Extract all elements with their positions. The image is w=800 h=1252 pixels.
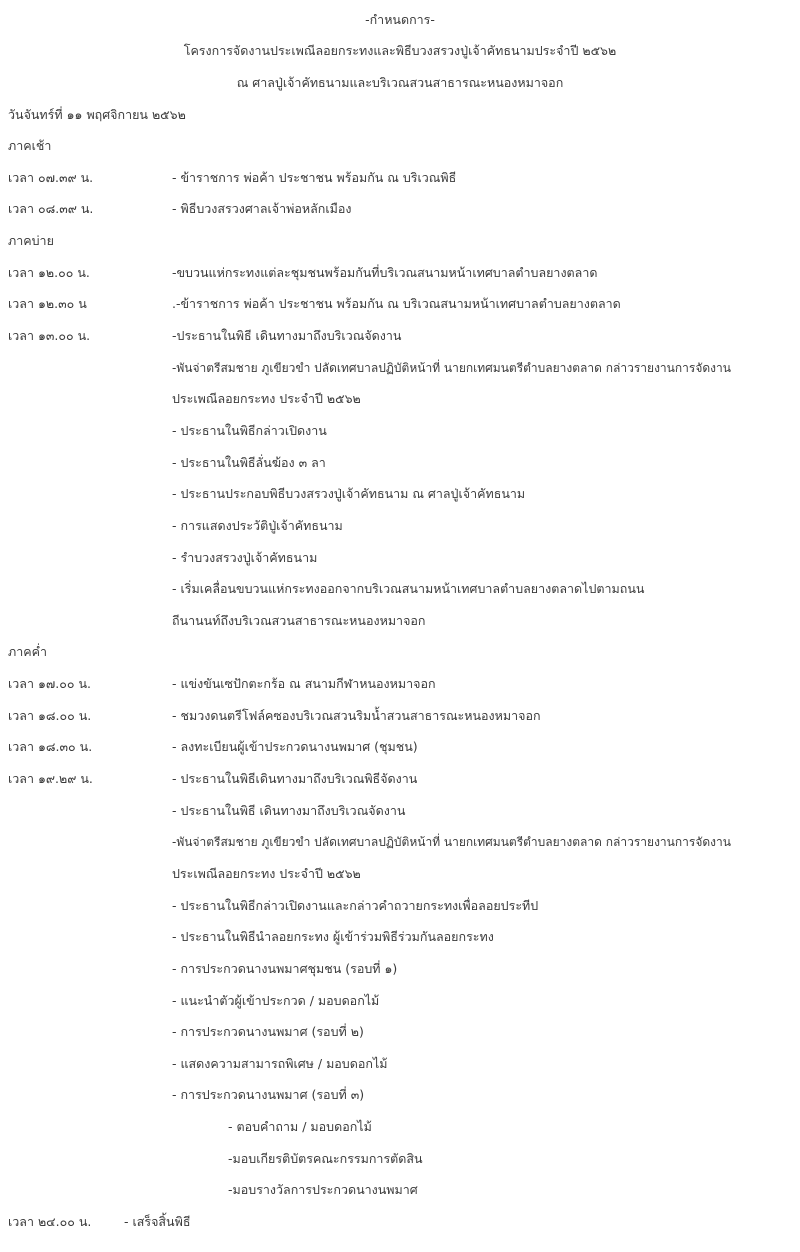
closing-activity: - เสร็จสิ้นพิธี [124,1214,191,1229]
document-title: -กำหนดการ- [365,12,435,27]
schedule-time: เวลา ๑๗.๐๐ น. [8,676,92,691]
schedule-activity: - การแสดงประวัติปู่เจ้าคัทธนาม [172,518,343,533]
schedule-sub-activity: -มอบรางวัลการประกวดนางนพมาศ [228,1182,418,1197]
venue-line: ณ ศาลปู่เจ้าคัทธนามและบริเวณสวนสาธารณะหนองหมาจอก [236,75,564,90]
schedule-activity: - รำบวงสรวงปู่เจ้าคัทธนาม [172,550,318,565]
schedule-activity: - พิธีบวงสรวงศาลเจ้าพ่อหลักเมือง [172,201,352,216]
schedule-activity: - การประกวดนางนพมาศ (รอบที่ ๓) [172,1087,365,1102]
schedule-activity: - แนะนำตัวผู้เข้าประกวด / มอบดอกไม้ [172,993,380,1008]
schedule-sub-activity: - ตอบคำถาม / มอบดอกไม้ [228,1119,372,1134]
section-morning-heading: ภาคเช้า [8,138,52,153]
closing-time: เวลา ๒๔.๐๐ น. [8,1214,92,1229]
schedule-activity: - ประธานในพิธีลั่นฆ้อง ๓ ลา [172,455,326,470]
schedule-activity: -พันจ่าตรีสมชาย ภูเขียวขำ ปลัดเทศบาลปฏิบัติหน้าที่ นายกเทศมนตรีตำบลยางตลาด กล่าวรายงานการจัดงาน [172,361,731,375]
section-afternoon-heading: ภาคบ่าย [8,233,54,248]
schedule-activity: - แข่งขันเซปักตะกร้อ ณ สนามกีฬาหนองหมาจอก [172,676,436,691]
schedule-activity: - ลงทะเบียนผู้เข้าประกวดนางนพมาศ (ชุมชน) [172,739,418,754]
section-evening-heading: ภาคค่ำ [8,644,48,659]
schedule-time: เวลา ๑๓.๐๐ น. [8,328,91,343]
schedule-time: เวลา ๑๒.๐๐ น. [8,265,90,280]
schedule-time: เวลา ๑๙.๒๙ น. [8,771,93,786]
schedule-sub-activity: -มอบเกียรติบัตรคณะกรรมการตัดสิน [228,1151,423,1166]
schedule-time: เวลา ๐๗.๓๙ น. [8,170,94,185]
schedule-activity: .-ข้าราชการ พ่อค้า ประชาชน พร้อมกัน ณ บริเวณสนามหน้าเทศบาลตำบลยางตลาด [172,296,621,311]
schedule-activity: - ประธานประกอบพิธีบวงสรวงปู่เจ้าคัทธนาม ณ ศาลปู่เจ้าคัทธนาม [172,486,526,501]
schedule-time: เวลา ๑๘.๐๐ น. [8,708,92,723]
schedule-activity: - ประธานในพิธี เดินทางมาถึงบริเวณจัดงาน [172,803,406,818]
schedule-time: เวลา ๑๒.๓๐ น [8,296,87,311]
schedule-activity: - ข้าราชการ พ่อค้า ประชาชน พร้อมกัน ณ บริเวณพิธี [172,170,457,185]
date-line: วันจันทร์ที่ ๑๑ พฤศจิกายน ๒๕๖๒ [8,107,186,122]
schedule-activity: -พันจ่าตรีสมชาย ภูเขียวขำ ปลัดเทศบาลปฏิบัติหน้าที่ นายกเทศมนตรีตำบลยางตลาด กล่าวรายงานการจัดงาน [172,835,731,849]
schedule-activity: -ประธานในพิธี เดินทางมาถึงบริเวณจัดงาน [172,328,402,343]
schedule-activity: - ประธานในพิธีเดินทางมาถึงบริเวณพิธีจัดงาน [172,771,418,786]
schedule-activity-continued: ประเพณีลอยกระทง ประจำปี ๒๕๖๒ [172,391,361,406]
schedule-activity: - ชมวงดนตรีโฟล์คซองบริเวณสวนริมน้ำสวนสาธารณะหนองหมาจอก [172,708,541,723]
project-title: โครงการจัดงานประเพณีลอยกระทงและพิธีบวงสรวงปู่เจ้าคัทธนามประจำปี ๒๕๖๒ [183,43,617,58]
schedule-activity: - เริ่มเคลื่อนขบวนแห่กระทงออกจากบริเวณสนามหน้าเทศบาลตำบลยางตลาดไปตามถนน [172,581,645,596]
schedule-activity: -ขบวนแห่กระทงแต่ละชุมชนพร้อมกันที่บริเวณสนามหน้าเทศบาลตำบลยางตลาด [172,265,598,280]
schedule-activity: - การประกวดนางนพมาศ (รอบที่ ๒) [172,1024,364,1039]
schedule-activity: - การประกวดนางนพมาศชุมชน (รอบที่ ๑) [172,961,398,976]
schedule-time: เวลา ๐๘.๓๙ น. [8,201,94,216]
schedule-time: เวลา ๑๘.๓๐ น. [8,739,93,754]
schedule-activity: - ประธานในพิธีนำลอยกระทง ผู้เข้าร่วมพิธีร่วมกันลอยกระทง [172,929,494,944]
schedule-activity: - ประธานในพิธีกล่าวเปิดงานและกล่าวคำถวายกระทงเพื่อลอยประทีป [172,898,539,913]
schedule-activity-continued: ถีนานนท์ถึงบริเวณสวนสาธารณะหนองหมาจอก [172,613,426,628]
schedule-activity: - ประธานในพิธีกล่าวเปิดงาน [172,423,327,438]
schedule-activity: - แสดงความสามารถพิเศษ / มอบดอกไม้ [172,1056,388,1071]
schedule-activity-continued: ประเพณีลอยกระทง ประจำปี ๒๕๖๒ [172,866,361,881]
